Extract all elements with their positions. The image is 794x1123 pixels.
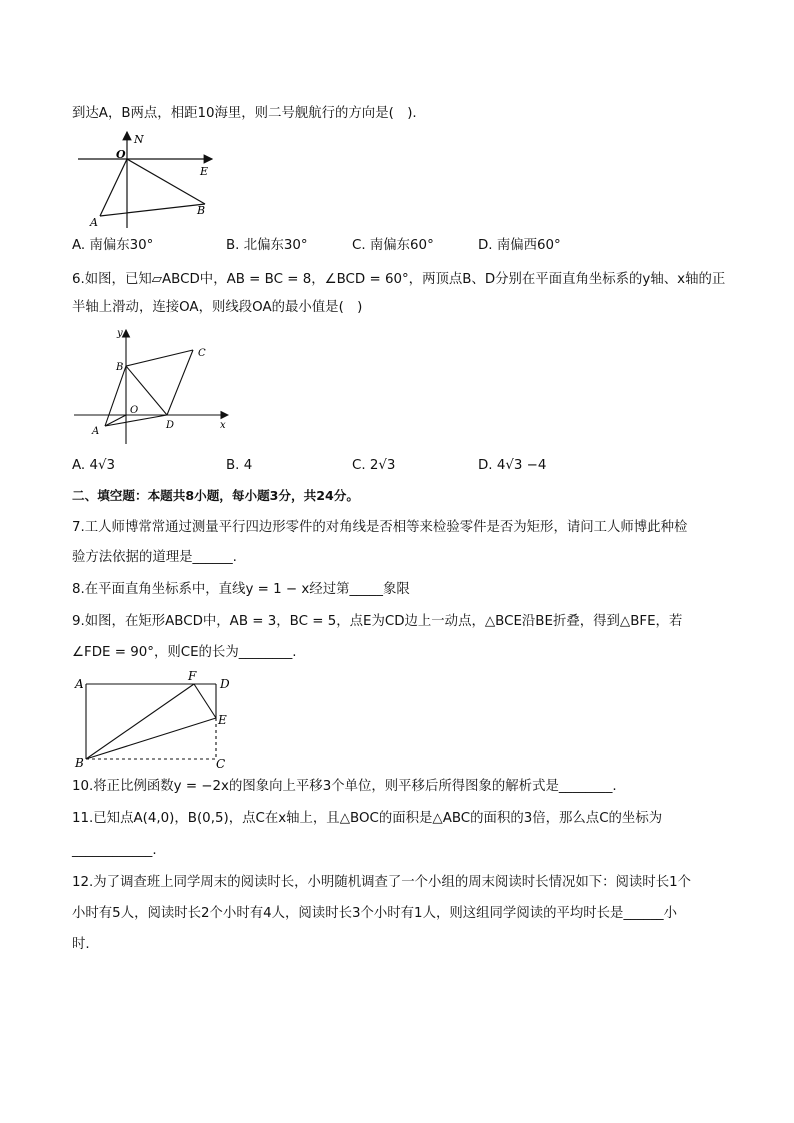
q5-option-b: B. 北偏东30° — [226, 238, 308, 253]
label-D: D — [166, 420, 175, 431]
q7-line1: 7.工人师博常常通过测量平行四边形零件的对角线是否相等来检验零件是否为矩形，请问工人师博此种检 — [72, 520, 688, 535]
q5-stem-tail: 到达A，B两点，相距10海里，则二号舰航行的方向是( ). — [72, 106, 417, 121]
q6-option-a: A. 4√3 — [72, 458, 116, 473]
q12-line3: 时. — [72, 937, 90, 952]
q12-line2: 小时有5人，阅读时长2个小时有4人，阅读时长3个小时有1人，则这组同学阅读的平均时长是______小 — [72, 906, 678, 921]
q12-line1: 12.为了调查班上同学周末的阅读时长，小明随机调查了一个小组的周末阅读时长情况如下：阅读时长1个 — [72, 875, 691, 890]
q9-figure — [72, 668, 242, 776]
section-2-heading: 二、填空题：本题共8小题，每小题3分，共24分。 — [72, 488, 359, 503]
label-E: E — [218, 713, 227, 727]
q6-option-b: B. 4 — [226, 458, 253, 473]
q11-line2: ____________. — [72, 843, 157, 858]
q9-line2: ∠FDE = 90°，则CE的长为________. — [72, 645, 297, 660]
label-A: A — [92, 426, 100, 437]
q6-line2: 半轴上滑动，连接OA，则线段OA的最小值是( ) — [72, 300, 363, 315]
label-F: F — [188, 669, 197, 683]
label-B: B — [116, 362, 124, 373]
q11-line1: 11.已知点A(4,0)，B(0,5)，点C在x轴上，且△BOC的面积是△ABC的面积的3倍，那么点C的坐标为 — [72, 811, 663, 826]
q6-figure — [72, 322, 238, 450]
label-x: x — [220, 420, 226, 431]
q6-option-c: C. 2√3 — [352, 458, 396, 473]
label-O: O — [130, 405, 139, 416]
q5-option-d: D. 南偏西60° — [478, 238, 561, 253]
label-A: A — [90, 216, 98, 229]
label-C: C — [216, 757, 226, 771]
q9-line1: 9.如图，在矩形ABCD中，AB = 3，BC = 5，点E为CD边上一动点，△BCE沿BE折叠，得到△BFE，若 — [72, 614, 683, 629]
q6-option-d: D. 4√3 −4 — [478, 458, 547, 473]
label-C: C — [198, 348, 206, 359]
q6-line1: 6.如图，已知▱ABCD中，AB = BC = 8，∠BCD = 60°，两顶点B、D分别在平面直角坐标系的y轴、x轴的正 — [72, 272, 726, 287]
q8-line1: 8.在平面直角坐标系中，直线y = 1 − x经过第_____象限 — [72, 582, 410, 597]
q5-figure — [70, 128, 230, 236]
label-N: N — [134, 133, 144, 146]
label-O: O — [116, 148, 126, 161]
label-A: A — [75, 677, 84, 691]
label-E: E — [200, 165, 209, 178]
label-D: D — [220, 677, 230, 691]
q5-option-c: C. 南偏东60° — [352, 238, 434, 253]
q5-option-a: A. 南偏东30° — [72, 238, 154, 253]
q10-line1: 10.将正比例函数y = −2x的图象向上平移3个单位，则平移后所得图象的解析式是________. — [72, 779, 617, 794]
label-B: B — [75, 756, 84, 770]
label-y: y — [117, 328, 123, 339]
label-B: B — [197, 204, 206, 217]
q7-line2: 验方法依据的道理是______. — [72, 550, 237, 565]
